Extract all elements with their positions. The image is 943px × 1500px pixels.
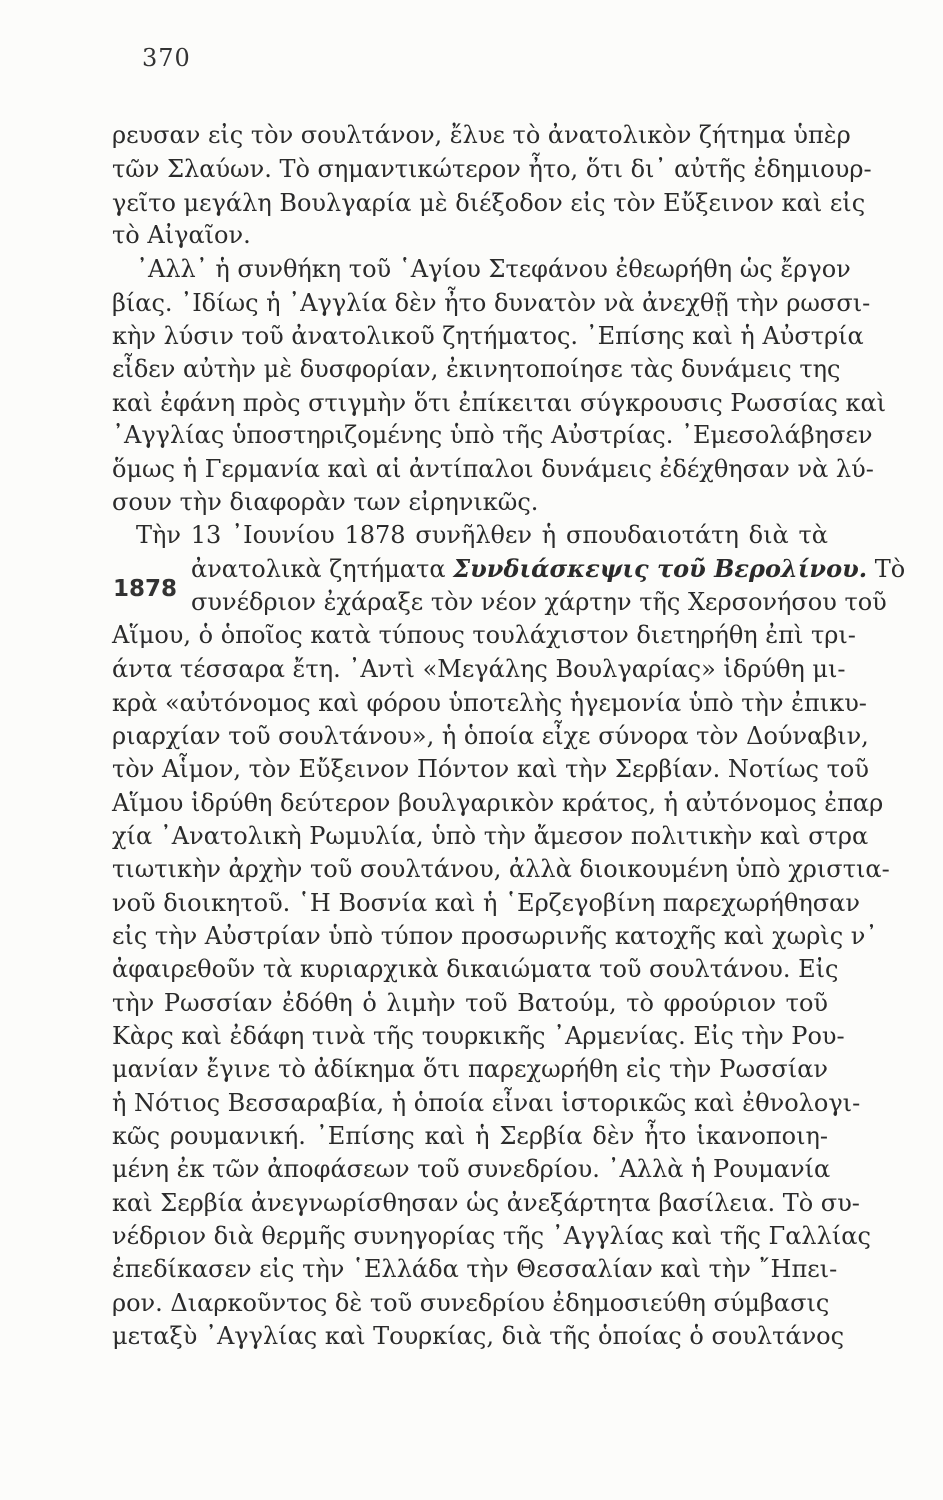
conference-title: Συνδιάσκεψις τοῦ Βερολίνου. — [453, 554, 868, 583]
text-line: σουν τὴν διαφορὰν των εἰρηνικῶς. — [112, 488, 539, 516]
text-line: Τὴν 13 ᾽Ιουνίου 1878 συνῆλθεν ἡ σπουδαιοτάτη διὰ τὰ — [136, 521, 828, 549]
text-line: ᾽Αγγλίας ὑποστηριζομένης ὑπὸ τῆς Αὐστρίας. ᾽Εμεσολάβησεν — [112, 421, 873, 449]
text-line: Αἵμου, ὁ ὁποῖος κατὰ τύπους τουλάχιστον διετηρήθη ἐπὶ τρι- — [112, 621, 856, 649]
text-segment: Τὸ — [874, 555, 906, 583]
text-line: ἀφαιρεθοῦν τὰ κυριαρχικὰ δικαιώματα τοῦ σουλτάνου. Εἰς — [112, 955, 839, 983]
text-line: μεταξὺ ᾽Αγγλίας καὶ Τουρκίας, διὰ τῆς ὁποίας ὁ σουλτάνος — [112, 1322, 845, 1350]
page-number: 370 — [142, 44, 191, 72]
text-line: άντα τέσσαρα ἔτη. ᾽Αντὶ «Μεγάλης Βουλγαρίας» ἱδρύθη μι- — [112, 655, 846, 683]
text-line: τὸ Αἰγαῖον. — [112, 221, 251, 249]
text-line: κὴν λύσιν τοῦ ἀνατολικοῦ ζητήματος. ᾽Επίσης καὶ ἡ Αὐστρία — [112, 322, 864, 350]
text-segment: ἀνατολικὰ ζητήματα — [191, 555, 446, 583]
text-line: νέδριον διὰ θερμῆς συνηγορίας τῆς ᾽Αγγλίας καὶ τῆς Γαλλίας — [112, 1222, 871, 1250]
text-line: ὅμως ἡ Γερμανία καὶ αἱ ἀντίπαλοι δυνάμεις ἐδέχθησαν νὰ λύ- — [112, 455, 874, 483]
text-line: ἡ Νότιος Βεσσαραβία, ἡ ὁποία εἶναι ἱστορικῶς καὶ ἐθνολογι- — [112, 1089, 861, 1117]
text-line: ᾽Αλλ᾽ ἡ συνθήκη τοῦ ῾Αγίου Στεφάνου ἐθεωρήθη ὡς ἔργον — [136, 255, 851, 283]
text-line: τῶν Σλαύων. Τὸ σημαντικώτερον ἦτο, ὅτι δι᾽ αὐτῆς ἐδημιουρ- — [112, 155, 872, 183]
text-line: ριαρχίαν τοῦ σουλτάνου», ἡ ὁποία εἶχε σύνορα τὸν Δούναβιν, — [112, 722, 869, 750]
text-line: καὶ Σερβία ἀνεγνωρίσθησαν ὡς ἀνεξάρτητα βασίλεια. Τὸ συ- — [112, 1189, 860, 1217]
text-line: νοῦ διοικητοῦ. ῾Η Βοσνία καὶ ἡ ῾Ερζεγοβίνη παρεχωρήθησαν — [112, 889, 860, 917]
text-line: μένη ἐκ τῶν ἀποφάσεων τοῦ συνεδρίου. ᾽Αλλὰ ἡ Ρουμανία — [112, 1155, 831, 1183]
margin-year-note: 1878 — [113, 576, 178, 602]
text-line: Κὰρς καὶ ἐδάφη τινὰ τῆς τουρκικῆς ᾽Αρμενίας. Εἰς τὴν Ρου- — [112, 1022, 845, 1050]
text-line: Αἵμου ἱδρύθη δεύτερον βουλγαρικὸν κράτος, ἡ αὐτόνομος ἐπαρ — [112, 789, 884, 817]
text-line: τὸν Αἷμον, τὸν Εὔξεινον Πόντον καὶ τὴν Σερβίαν. Νοτίως τοῦ — [112, 755, 869, 783]
text-line: εἰς τὴν Αὐστρίαν ὑπὸ τύπον προσωρινῆς κατοχῆς καὶ χωρὶς ν᾽ — [112, 922, 878, 950]
text-line: εἶδεν αὐτὴν μὲ δυσφορίαν, ἐκινητοποίησε τὰς δυνάμεις της — [112, 355, 841, 383]
text-line: ρευσαν εἰς τὸν σουλτάνον, ἔλυε τὸ ἀνατολικὸν ζήτημα ὑπὲρ — [112, 121, 851, 149]
text-line: μανίαν ἔγινε τὸ ἀδίκημα ὅτι παρεχωρήθη εἰς τὴν Ρωσσίαν — [112, 1055, 828, 1083]
text-line: κρὰ «αὐτόνομος καὶ φόρου ὑποτελὴς ἡγεμονία ὑπὸ τὴν ἐπικυ- — [112, 689, 867, 717]
text-line: χία ᾽Ανατολικὴ Ρωμυλία, ὑπὸ τὴν ἄμεσον πολιτικὴν καὶ στρα — [112, 822, 869, 850]
text-line: ἐπεδίκασεν εἰς τὴν ῾Ελλάδα τὴν Θεσσαλίαν καὶ τὴν ῎Ηπει- — [112, 1255, 838, 1283]
text-line: ρον. Διαρκοῦντος δὲ τοῦ συνεδρίου ἐδημοσιεύθη σύμβασις — [112, 1289, 830, 1317]
text-line-with-heading — [191, 552, 906, 586]
text-line: βίας. ᾽Ιδίως ἡ ᾽Αγγλία δὲν ἦτο δυνατὸν νὰ ἀνεχθῇ τὴν ρωσσι- — [112, 289, 871, 317]
text-line: κῶς ρουμανική. ᾽Επίσης καὶ ἡ Σερβία δὲν ἦτο ἱκανοποιη- — [112, 1122, 828, 1150]
text-line: γεῖτο μεγάλη Βουλγαρία μὲ διέξοδον εἰς τὸν Εὔξεινον καὶ εἰς — [112, 189, 866, 217]
text-line: τὴν Ρωσσίαν ἐδόθη ὁ λιμὴν τοῦ Βατούμ, τὸ φρούριον τοῦ — [112, 989, 828, 1017]
text-line: συνέδριον ἐχάραξε τὸν νέον χάρτην τῆς Χερσονήσου τοῦ — [191, 588, 887, 616]
text-line: τιωτικὴν ἀρχὴν τοῦ σουλτάνου, ἀλλὰ διοικουμένη ὑπὸ χριστια- — [112, 855, 890, 883]
text-line: καὶ ἐφάνη πρὸς στιγμὴν ὅτι ἐπίκειται σύγκρουσις Ρωσσίας καὶ — [112, 389, 887, 417]
